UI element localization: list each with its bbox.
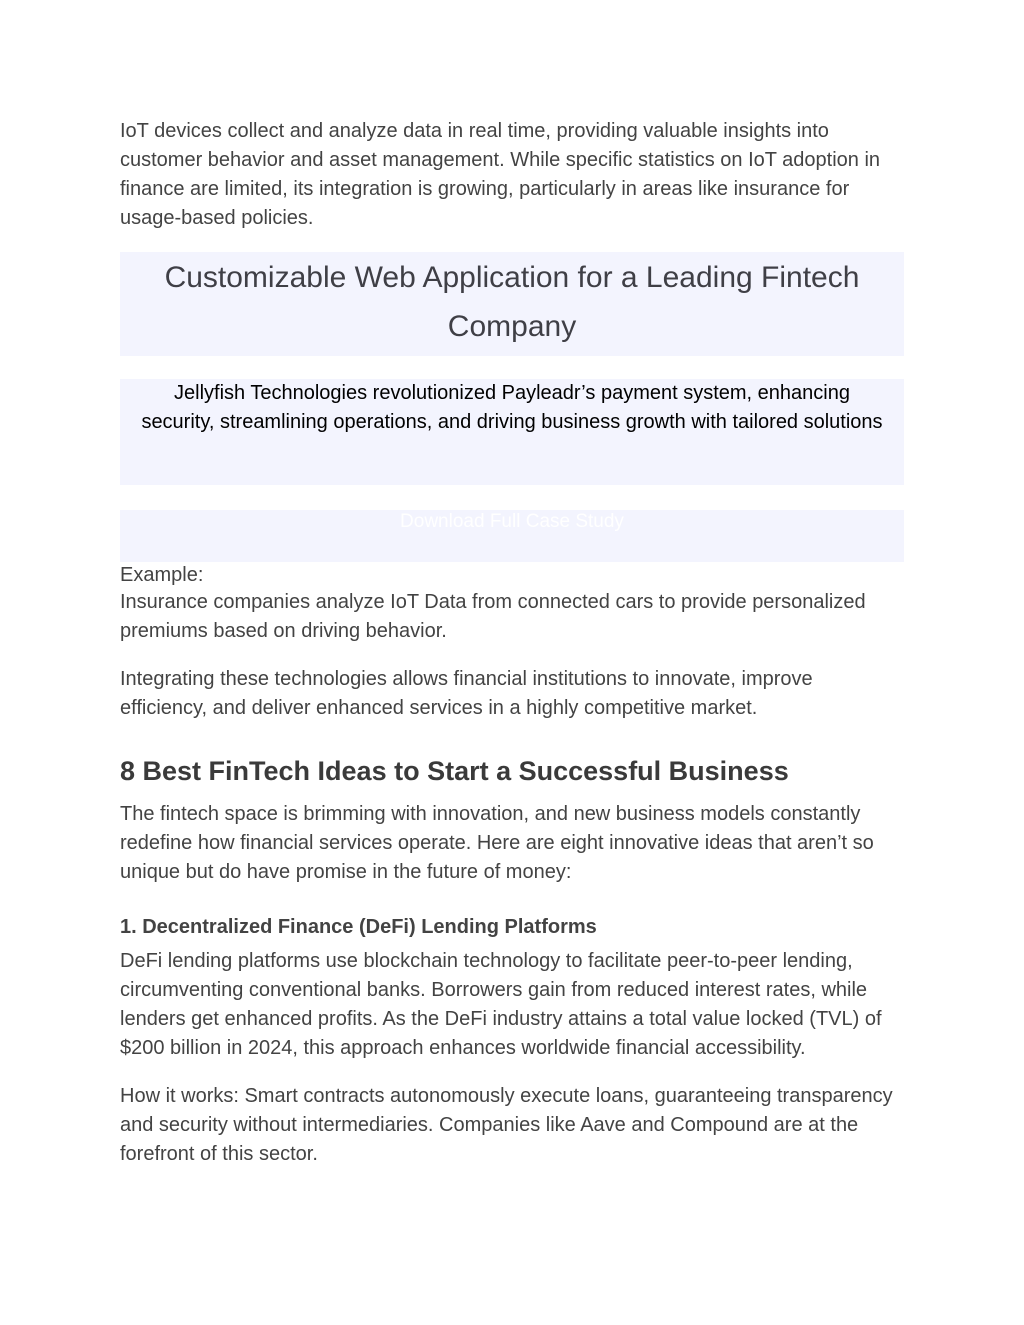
item-1-body: DeFi lending platforms use blockchain technology to facilitate peer-to-peer lending, circumventing conventional banks. Borrowers gain from reduced interest rates, while lenders get enhanced profits. As the DeFi industry attains a total value locked (TVL) of $200 billion in 2024, this approach enhances worldwide financial accessibility.	[120, 950, 882, 1059]
intro-paragraph: IoT devices collect and analyze data in real time, providing valuable insights into customer behavior and asset management. While specific statistics on IoT adoption in finance are limited, its integration is growing, particularly in areas like insurance for usage-based policies.	[120, 120, 881, 229]
item-1-heading: 1. Decentralized Finance (DeFi) Lending Platforms	[120, 916, 597, 938]
document-page	[120, 117, 904, 1169]
example-text: Insurance companies analyze IoT Data from connected cars to provide personalized premiums based on driving behavior.	[120, 591, 866, 642]
section-intro: The fintech space is brimming with innovation, and new business models constantly redefine how financial services operate. Here are eight innovative ideas that aren’t so unique but do have promise in the future of money:	[120, 803, 874, 883]
example-label: Example:	[120, 564, 204, 586]
integrating-paragraph: Integrating these technologies allows financial institutions to innovate, improve efficiency, and deliver enhanced services in a highly competitive market.	[120, 668, 813, 719]
download-case-study-button[interactable]	[120, 510, 904, 562]
case-study-title: Customizable Web Application for a Leading Fintech Company	[164, 261, 860, 343]
section-heading: 8 Best FinTech Ideas to Start a Successful Business	[120, 756, 789, 786]
case-study-title-box	[120, 252, 904, 356]
case-study-description: Jellyfish Technologies revolutionized Payleadr’s payment system, enhancing security, streamlining operations, and driving business growth with tailored solutions	[120, 379, 904, 485]
item-1-how-it-works: How it works: Smart contracts autonomously execute loans, guaranteeing transparency and security without intermediaries. Companies like Aave and Compound are at the forefront of this sector.	[120, 1085, 893, 1165]
download-case-study-label: Download Full Case Study	[400, 511, 624, 532]
